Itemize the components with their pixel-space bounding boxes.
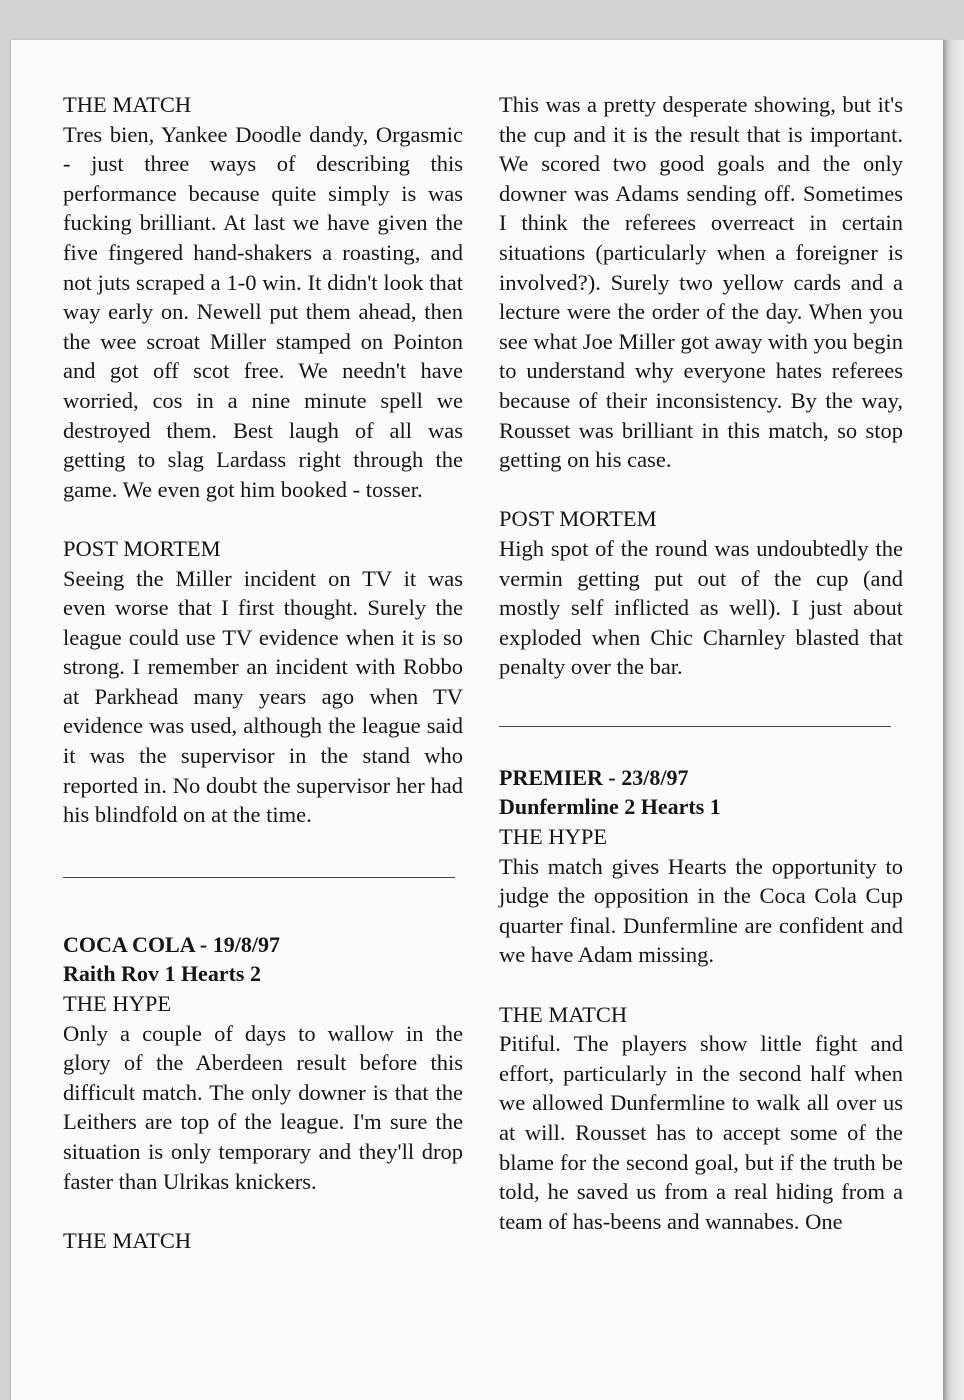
section-heading-post-mortem: POST MORTEM (499, 506, 657, 532)
right-column (499, 90, 903, 1236)
post-mortem-text: High spot of the round was undoubtedly the vermin getting put out of the cup (and mostly self inflicted as well). I just about exploded when Chic Charnley blasted that penalty over the bar. (499, 535, 903, 680)
left-column (63, 90, 463, 1255)
section-divider (499, 726, 891, 727)
page-edge-shadow (942, 40, 964, 1400)
section-heading-the-match: THE MATCH (499, 1001, 628, 1027)
fixture-title: COCA COLA - 19/8/97 (63, 931, 280, 957)
fixture-score: Raith Rov 1 Hearts 2 (63, 961, 261, 987)
spacer (63, 1196, 463, 1226)
spacer (499, 970, 903, 1000)
spacer (63, 504, 463, 534)
match-report-continued-text: This was a pretty desperate showing, but it's the cup and it is the result that is important. We scored two good goals and the only downer was Adams sending off. Sometimes I think the referees overreact in certain situations (particularly when a foreigner is involved?). Surely two yellow cards and a lecture were the order of the day. When you see what Joe Miller got away with you begin to understand why everyone hates referees because of their inconsistency. By the way, Rousset was brilliant in this match, so stop getting on his case. (499, 92, 903, 473)
section-heading-the-hype: THE HYPE (63, 991, 172, 1017)
match-report-text: Tres bien, Yankee Doodle dandy, Orgasmic - just three ways of describing this performance because quite simply is was fucking brilliant. At last we have given the five fingered hand-shakers a roasting, and not juts scraped a 1-0 win. It didn't look that way early on. Newell put them ahead, then the wee scroat Miller stamped on Pointon and got off scot free. We needn't have worried, cos in a nine minute spell we destroyed them. Best laugh of all was getting to slag Lardass right through the game. We even got him booked - tosser. (63, 121, 463, 502)
match-report-text: Pitiful. The players show little fight and effort, particularly in the second half when we allowed Dunfermline to walk all over us at will. Rousset has to accept some of the blame for the second goal, but if the truth be told, he saved us from a real hiding from a team of has-beens and wannabes. One (499, 1031, 903, 1234)
hype-text: This match gives Hearts the opportunity to judge the opposition in the Coca Cola Cup quarter final. Dunfermline are confident and we have Adam missing. (499, 853, 903, 968)
section-heading-post-mortem: POST MORTEM (63, 535, 221, 561)
section-divider (63, 877, 455, 878)
section-heading-the-match: THE MATCH (63, 92, 192, 117)
hype-text: Only a couple of days to wallow in the glory of the Aberdeen result before this difficult match. The only downer is that the Leithers are top of the league. I'm sure the situation is only temporary and they'll drop faster than Ulrikas knickers. (63, 1020, 463, 1194)
fanzine-page (10, 40, 943, 1400)
post-mortem-text: Seeing the Miller incident on TV it was even worse that I first thought. Surely the league could use TV evidence when it is so strong. I remember an incident with Robbo at Parkhead many years ago when TV evidence was used, although the league said it was the supervisor in the stand who reported in. No doubt the supervisor her had his blindfold on at the time. (63, 565, 463, 828)
fixture-title: PREMIER - 23/8/97 (499, 764, 689, 790)
fixture-score: Dunfermline 2 Hearts 1 (499, 794, 721, 820)
section-heading-the-match-2: THE MATCH (63, 1227, 192, 1253)
spacer (499, 475, 903, 505)
section-heading-the-hype: THE HYPE (499, 824, 608, 850)
